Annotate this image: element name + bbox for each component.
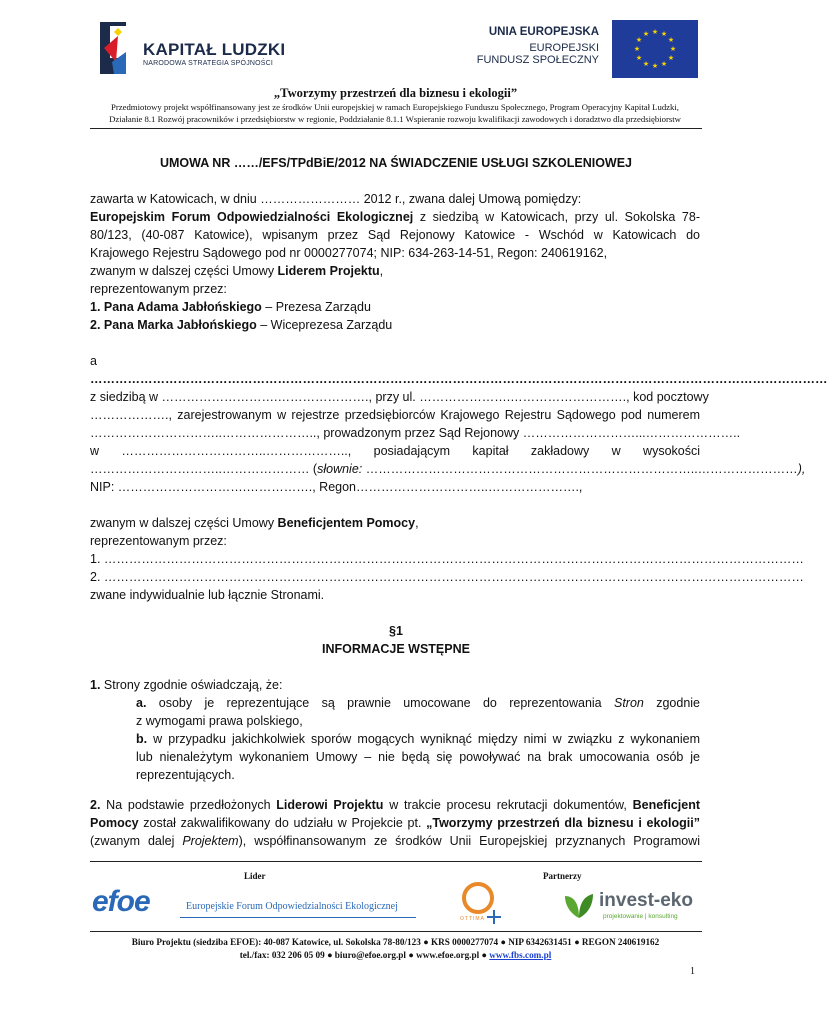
invest-eko-sub: projektowanie | konsulting — [603, 913, 678, 920]
in-words-close: ), — [797, 462, 806, 476]
ottima-label: OTTIMA — [460, 916, 485, 922]
benef-pre: zwanym w dalszej części Umowy — [90, 516, 278, 530]
project-title: „Tworzymy przestrzeń dla biznesu i ekologii” — [273, 86, 518, 100]
beneficiary-line5 — [90, 460, 806, 478]
representative-2 — [90, 316, 700, 334]
point-2-project-name: „Tworzymy przestrzeń dla biznesu i ekologii” — [426, 816, 700, 830]
subpoint-a-post: zgodnie — [643, 696, 701, 710]
project-description — [60, 101, 730, 125]
rep2-role: – Wiceprezesa Zarządu — [256, 318, 393, 332]
svg-text:★: ★ — [660, 60, 668, 68]
rep2-name: 2. Pana Marka Jabłońskiego — [90, 318, 257, 332]
subpoint-b-line2: lub nienależytym wykonaniem Umowy – nie będą się powoływać na brak umocowania osób je — [136, 750, 700, 764]
svg-text:★: ★ — [642, 60, 650, 68]
org-name: Europejskim Forum Odpowiedzialności Ekologicznej — [90, 210, 414, 224]
point-2-a: Na podstawie przedłożonych — [100, 798, 277, 812]
eu-line2: EUROPEJSKI — [529, 42, 599, 54]
partners-label: Partnerzy — [543, 871, 582, 881]
point-2-line2 — [90, 814, 700, 832]
point-2-line3 — [90, 832, 700, 850]
beneficiary-name-blank: …………………………………………………………………………………………………………………………………………………………… — [90, 372, 828, 386]
efoe-logo — [90, 885, 420, 925]
org-line1-rest: z siedzibą w Katowicach, przy ul. Sokolska 78- — [413, 210, 700, 224]
invest-eko-leaf-icon — [563, 892, 595, 920]
page-number: 1 — [690, 966, 695, 977]
fbs-link[interactable]: www.fbs.com.pl — [489, 950, 552, 960]
beneficiary-line4: w ……………………………..……………….., posiadającym kapitał zakładowy w wysokości — [90, 444, 700, 458]
svg-text:★: ★ — [669, 45, 677, 53]
ottima-logo — [458, 880, 508, 926]
subpoint-a-line1 — [136, 694, 700, 712]
beneficiary-represented-by: reprezentowanym przez: — [90, 534, 227, 548]
rep1-name: 1. Pana Adama Jabłońskiego — [90, 300, 262, 314]
benef-bold: Beneficjentem Pomocy — [277, 516, 416, 530]
point-1 — [90, 676, 700, 784]
subpoint-b-line3: reprezentujących. — [136, 768, 235, 782]
footer-bottom-divider — [90, 931, 702, 932]
beneficiary-line3: …………………………..………………….., prowadzonym przez Sąd Rejonowy ………………………...………………….. — [90, 426, 741, 440]
leader-bold: Liderem Projektu — [277, 264, 380, 278]
subpoint-a-pre: osoby je reprezentujące są prawnie umocowane do reprezentowania — [146, 696, 614, 710]
point-2-e: Pomocy — [90, 816, 139, 830]
project-description-line2: Działanie 8.1 Rozwój pracowników i przedsiębiorstw w regionie, Poddziałanie 8.1.1 Wspieranie rozwoju kwalifikacji zawodowych i doradztwo dla przedsiębiorstw — [109, 114, 681, 124]
office-contact-text: tel./fax: 032 206 05 09 ● biuro@efoe.org.pl ● www.efoe.org.pl ● — [239, 950, 490, 960]
efoe-underline — [180, 917, 416, 918]
invest-eko-logo — [563, 890, 693, 924]
contract-body — [90, 190, 828, 604]
benef-post: , — [415, 516, 419, 530]
and-line: a — [90, 354, 97, 368]
beneficiary-line2: ………………., zarejestrowanym w rejestrze przedsiębiorców Krajowego Rejestru Sądowego pod numerem — [90, 408, 700, 422]
parties-line: zwane indywidualnie lub łącznie Stronami. — [90, 588, 325, 602]
in-words-label: słownie: — [317, 462, 363, 476]
subpoint-a-label: a. — [136, 696, 147, 710]
subpoint-a — [90, 694, 700, 730]
beneficiary-rep-2: 2. …………………………………………………………………………………………………………………………………………………… — [90, 570, 804, 584]
point-2-h: ), współfinansowanym ze środków Unii Europejskiej przyznanych Programowi — [238, 834, 700, 848]
org-line2: 80/123, (40-087 Katowice), wpisanym przez Sąd Rejonowy Katowice - Wschód w Katowicach do — [90, 228, 700, 242]
point-2-italic: Projektem — [182, 834, 239, 848]
intro-line: zawarta w Katowicach, w dniu …………………… 2012 r., zwana dalej Umową pomiędzy: — [90, 192, 582, 206]
eu-line3: FUNDUSZ SPOŁECZNY — [476, 54, 599, 66]
subpoint-a-line2: z wymogami prawa polskiego, — [136, 714, 303, 728]
point-2-d: Beneficjent — [632, 798, 700, 812]
header-divider — [90, 128, 702, 129]
subpoint-a-italic: Stron — [613, 696, 644, 710]
invest-eko-name: invest-eko — [599, 890, 693, 911]
svg-text:★: ★ — [651, 62, 659, 70]
point-2-line1 — [90, 796, 700, 814]
svg-text:★: ★ — [651, 28, 659, 36]
eu-text — [477, 26, 599, 66]
point-2-c: w trakcie procesu rekrutacji dokumentów, — [383, 798, 633, 812]
point-2-f: został zakwalifikowany do udziału w Projekcie pt. — [138, 816, 427, 830]
svg-text:★: ★ — [667, 54, 675, 62]
efoe-short: efoe — [92, 885, 150, 918]
point-2 — [90, 796, 700, 850]
point-1-intro — [90, 676, 700, 694]
kapital-ludzki-emblem — [96, 18, 142, 80]
beneficiary-line1: z siedzibą w ……………………….…………………., przy ul. ………………….………………………., kod pocztowy — [90, 390, 709, 404]
eu-line1: UNIA EUROPEJSKA — [488, 26, 599, 38]
svg-text:★: ★ — [633, 45, 641, 53]
project-description-line1: Przedmiotowy projekt współfinansowany jest ze środków Unii europejskiej w ramach Europejskiego Funduszu Społecznego, Program Operacyjny Kapitał Ludzki, — [111, 102, 679, 112]
svg-text:★: ★ — [642, 30, 650, 38]
efoe-full: Europejskie Forum Odpowiedzialności Ekologicznej — [186, 901, 398, 912]
subpoint-b-text: w przypadku jakichkolwiek sporów mogących wyniknąć między nimi w związku z wykonaniem — [147, 732, 700, 746]
point-1-text: Strony zgodnie oświadczają, że: — [100, 678, 283, 692]
beneficiary-line6: NIP: ………………………….……………., Regon…………………………..…………………., — [90, 480, 583, 494]
section-number: §1 — [389, 624, 403, 638]
leader-line — [90, 262, 700, 280]
org-line1 — [90, 208, 700, 226]
point-2-b: Liderowi Projektu — [276, 798, 384, 812]
leader-label: Lider — [244, 871, 266, 881]
office-address: Biuro Projektu (siedziba EFOE): 40-087 Katowice, ul. Sokolska 78-80/123 ● KRS 0000277074 ● NIP 6342631451 ● REGON 240619162 — [131, 937, 660, 947]
represented-by: reprezentowanym przez: — [90, 282, 227, 296]
svg-text:★: ★ — [635, 36, 643, 44]
leader-pre: zwanym w dalszej części Umowy — [90, 264, 278, 278]
rep1-role: – Prezesa Zarządu — [261, 300, 371, 314]
kapital-ludzki-title: KAPITAŁ LUDZKI — [143, 40, 286, 59]
subpoint-b-line1 — [136, 730, 700, 748]
kapital-ludzki-subtitle: NARODOWA STRATEGIA SPÓJNOŚCI — [143, 60, 274, 67]
office-contact — [0, 950, 791, 960]
eu-flag-icon — [612, 20, 698, 78]
subpoint-b-label: b. — [136, 732, 148, 746]
footer-divider — [90, 861, 702, 862]
point-1-num: 1. — [90, 678, 101, 692]
point-2-num: 2. — [90, 798, 101, 812]
point-2-g: (zwanym dalej — [90, 834, 183, 848]
section-title: INFORMACJE WSTĘPNE — [322, 642, 470, 656]
beneficiary-called — [90, 514, 700, 532]
svg-text:★: ★ — [660, 30, 668, 38]
representative-1 — [90, 298, 700, 316]
capital-amount: …………………………..………………… ( — [90, 462, 318, 476]
beneficiary-rep-1: 1. …………………………………………………………………………………………………………………………………………………… — [90, 552, 804, 566]
svg-text:★: ★ — [635, 54, 643, 62]
org-line3: Krajowego Rejestru Sądowego pod nr 0000277074; NIP: 634-263-14-51, Regon: 240619162, — [90, 246, 608, 260]
svg-text:★: ★ — [667, 36, 675, 44]
in-words-blank: ……………………………………………………………………..…………………… — [362, 462, 798, 476]
contract-title: UMOWA NR ……/EFS/TPdBiE/2012 NA ŚWIADCZENIE USŁUGI SZKOLENIOWEJ — [159, 156, 633, 170]
subpoint-b — [90, 730, 700, 784]
leader-post: , — [379, 264, 384, 278]
